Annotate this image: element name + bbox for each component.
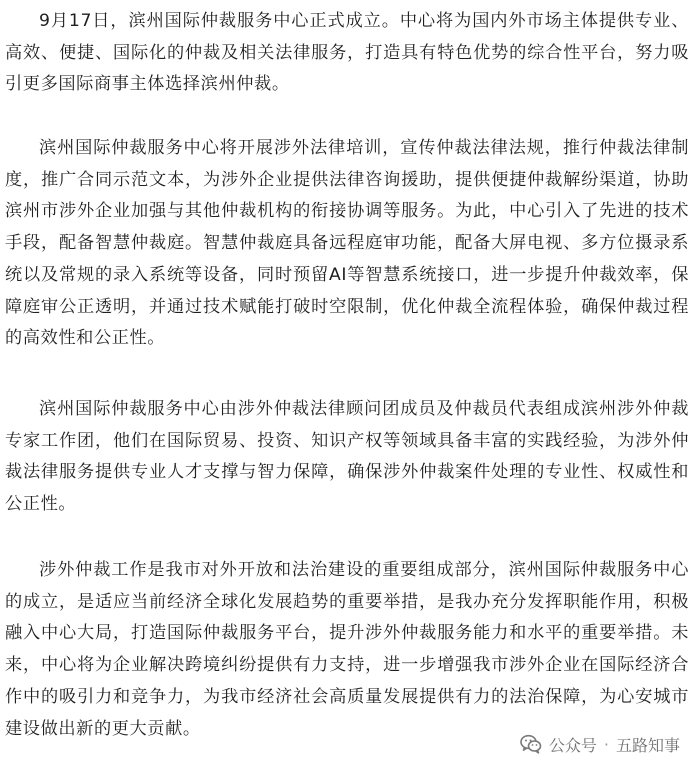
watermark-account: 五路知事 xyxy=(615,735,680,755)
watermark-platform: 公众号 xyxy=(548,735,597,755)
paragraph-1: 9月17日，滨州国际仲裁服务中心正式成立。中心将为国内外市场主体提供专业、高效、便捷、国际化的仲裁及相关法律服务，打造具有特色优势的综合性平台，努力吸引更多国际商事主体选择滨州仲裁。 xyxy=(5,11,689,95)
paragraph-2: 滨州国际仲裁服务中心将开展涉外法律培训，宣传仲裁法律法规，推行仲裁法律制度，推广合同示范文本，为涉外企业提供法律咨询援助，提供便捷仲裁解纷渠道，协助滨州市涉外企业加强与其他仲裁机构的衔接协调等服务。为此，中心引入了先进的技术手段，配备智慧仲裁庭。智慧仲裁庭具备远程庭审功能，配备大屏电视、多方位摄录系统以及常规的录入系统等设备，同时预留AI等智慧系统接口，进一步提升仲裁效率，保障庭审公正透明，并通过技术赋能打破时空限制，优化仲裁全流程体验，确保仲裁过程的高效性和公正性。 xyxy=(5,138,689,349)
account-watermark xyxy=(516,731,680,757)
watermark-separator: · xyxy=(603,734,609,754)
paragraph-3: 滨州国际仲裁服务中心由涉外仲裁法律顾问团成员及仲裁员代表组成滨州涉外仲裁专家工作团，他们在国际贸易、投资、知识产权等领域具备丰富的实践经验，为涉外仲裁法律服务提供专业人才支撑与智力保障，确保涉外仲裁案件处理的专业性、权威性和公正性。 xyxy=(5,399,689,515)
paragraph-4: 涉外仲裁工作是我市对外开放和法治建设的重要组成部分，滨州国际仲裁服务中心的成立，是适应当前经济全球化发展趋势的重要举措，是我办充分发挥职能作用，积极融入中心大局，打造国际仲裁服务平台，提升涉外仲裁服务能力和水平的重要举措。未来，中心将为企业解决跨境纠纷提供有力支持，进一步增强我市涉外企业在国际经济合作中的吸引力和竞争力，为我市经济社会高质量发展提供有力的法治保障，为心安城市建设做出新的更大贡献。 xyxy=(5,560,689,739)
wechat-icon xyxy=(520,734,542,754)
